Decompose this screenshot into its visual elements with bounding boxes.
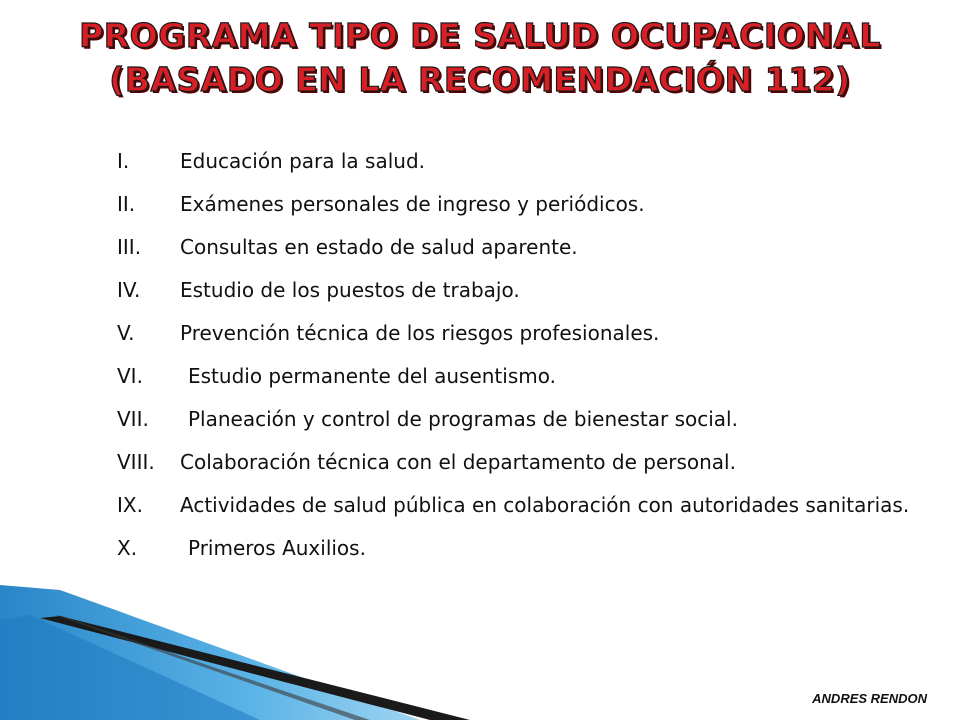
item-text: Prevención técnica de los riesgos profesionales. (180, 321, 660, 345)
author-footer: ANDRES RENDON (812, 691, 927, 706)
list-item (117, 269, 937, 312)
item-text: Educación para la salud. (180, 149, 425, 173)
title-line-1: PROGRAMA TIPO DE SALUD OCUPACIONAL (79, 16, 881, 55)
list-item (117, 355, 937, 398)
item-number: II. (117, 192, 136, 216)
item-text: Planeación y control de programas de bienestar social. (188, 407, 738, 431)
item-number: IV. (117, 278, 141, 302)
item-text: Estudio permanente del ausentismo. (188, 364, 556, 388)
program-list (117, 140, 937, 570)
title-line-2: (BASADO EN LA RECOMENDACIÓN 112) (109, 60, 851, 99)
item-text: Primeros Auxilios. (188, 536, 366, 560)
corner-swoosh-decoration (0, 560, 470, 720)
item-text: Estudio de los puestos de trabajo. (180, 278, 520, 302)
page-title (0, 14, 960, 102)
item-text: Colaboración técnica con el departamento de personal. (180, 450, 736, 474)
item-number: V. (117, 321, 135, 345)
item-number: VII. (117, 407, 149, 431)
item-text: Consultas en estado de salud aparente. (180, 235, 578, 259)
list-item (117, 398, 937, 441)
item-text: Actividades de salud pública en colaboración con autoridades sanitarias. (180, 493, 910, 517)
list-item (117, 226, 937, 269)
list-item (117, 441, 937, 484)
item-number: IX. (117, 493, 143, 517)
list-item (117, 312, 937, 355)
item-number: III. (117, 235, 142, 259)
item-text: Exámenes personales de ingreso y periódicos. (180, 192, 645, 216)
item-number: VIII. (117, 450, 155, 474)
list-item (117, 140, 937, 183)
list-item (117, 484, 937, 527)
list-item (117, 183, 937, 226)
item-number: X. (117, 536, 138, 560)
item-number: VI. (117, 364, 143, 388)
list-item (117, 527, 937, 570)
item-number: I. (117, 149, 130, 173)
